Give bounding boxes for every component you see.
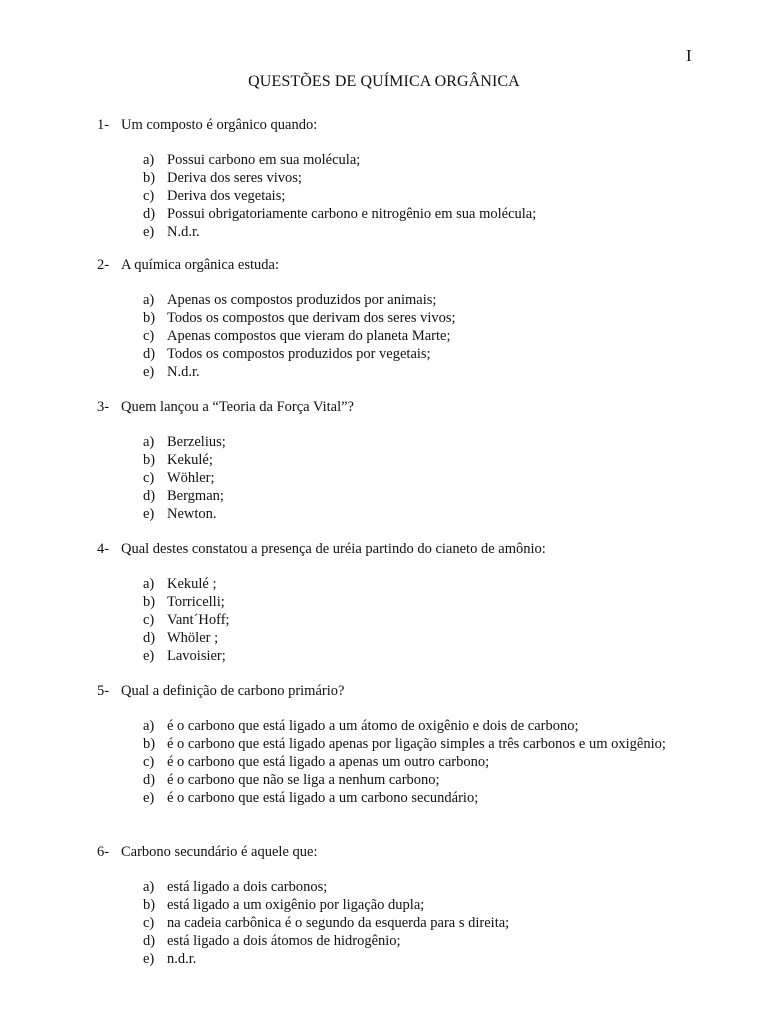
option-letter: c) <box>143 915 155 931</box>
option-item <box>143 487 717 505</box>
option-item <box>143 291 717 309</box>
option-letter: b) <box>143 452 156 468</box>
option-text: Lavoisier; <box>167 648 226 664</box>
option-text: está ligado a dois carbonos; <box>167 879 328 895</box>
option-letter: b) <box>143 594 156 610</box>
option-item <box>143 205 717 223</box>
page-title: QUESTÕES DE QUÍMICA ORGÂNICA <box>248 73 520 90</box>
option-item <box>143 647 717 665</box>
option-item <box>143 309 717 327</box>
option-text: é o carbono que não se liga a nenhum carbono; <box>167 772 440 788</box>
question-2 <box>97 256 717 381</box>
option-text: Apenas os compostos produzidos por animais; <box>167 292 437 308</box>
option-item <box>143 469 717 487</box>
question-4 <box>97 540 717 665</box>
option-item <box>143 327 717 345</box>
options-list <box>143 575 717 665</box>
option-item <box>143 505 717 523</box>
option-text: N.d.r. <box>167 364 200 380</box>
option-letter: c) <box>143 470 155 486</box>
question-text: Qual destes constatou a presença de uréia partindo do cianeto de amônio: <box>121 541 546 557</box>
option-letter: d) <box>143 206 156 222</box>
option-text: Kekulé; <box>167 452 213 468</box>
option-item <box>143 914 717 932</box>
option-text: está ligado a um oxigênio por ligação dupla; <box>167 897 425 913</box>
option-text: Vant´Hoff; <box>167 612 230 628</box>
option-text: Berzelius; <box>167 434 226 450</box>
option-text: Todos os compostos produzidos por vegetais; <box>167 346 431 362</box>
option-item <box>143 593 717 611</box>
option-text: Deriva dos seres vivos; <box>167 170 302 186</box>
option-item <box>143 950 717 968</box>
option-text: Whöler ; <box>167 630 219 646</box>
question-number: 6- <box>97 844 110 860</box>
option-letter: e) <box>143 364 155 380</box>
question-text: Carbono secundário é aquele que: <box>121 844 318 860</box>
option-item <box>143 345 717 363</box>
option-letter: c) <box>143 754 155 770</box>
page-number: I <box>686 46 692 65</box>
option-letter: c) <box>143 328 155 344</box>
option-text: é o carbono que está ligado apenas por ligação simples a três carbonos e um oxigênio; <box>167 736 666 752</box>
option-item <box>143 629 717 647</box>
option-letter: a) <box>143 152 155 168</box>
option-letter: d) <box>143 933 156 949</box>
option-letter: a) <box>143 292 155 308</box>
option-text: é o carbono que está ligado a um átomo de oxigênio e dois de carbono; <box>167 718 579 734</box>
option-item <box>143 735 717 753</box>
question-heading <box>97 843 717 861</box>
option-letter: d) <box>143 346 156 362</box>
options-list <box>143 291 717 381</box>
option-letter: e) <box>143 790 155 806</box>
option-item <box>143 363 717 381</box>
option-item <box>143 451 717 469</box>
option-text: n.d.r. <box>167 951 197 967</box>
option-text: Torricelli; <box>167 594 225 610</box>
option-text: Wöhler; <box>167 470 215 486</box>
option-letter: d) <box>143 488 156 504</box>
option-text: na cadeia carbônica é o segundo da esquerda para s direita; <box>167 915 510 931</box>
question-text: Quem lançou a “Teoria da Força Vital”? <box>121 399 354 415</box>
question-5 <box>97 682 717 807</box>
question-number: 5- <box>97 683 110 699</box>
option-letter: b) <box>143 736 156 752</box>
option-item <box>143 223 717 241</box>
question-1 <box>97 116 717 241</box>
option-letter: e) <box>143 951 155 967</box>
question-text: A química orgânica estuda: <box>121 257 279 273</box>
question-heading <box>97 540 717 558</box>
question-3 <box>97 398 717 523</box>
question-heading <box>97 256 717 274</box>
option-letter: c) <box>143 612 155 628</box>
question-number: 4- <box>97 541 110 557</box>
option-letter: e) <box>143 648 155 664</box>
question-6 <box>97 843 717 968</box>
question-number: 1- <box>97 117 110 133</box>
option-letter: b) <box>143 170 156 186</box>
option-text: Possui obrigatoriamente carbono e nitrogênio em sua molécula; <box>167 206 537 222</box>
option-text: é o carbono que está ligado a apenas um outro carbono; <box>167 754 490 770</box>
options-list <box>143 878 717 968</box>
option-text: Newton. <box>167 506 217 522</box>
option-text: Deriva dos vegetais; <box>167 188 286 204</box>
options-list <box>143 717 717 807</box>
option-item <box>143 433 717 451</box>
options-list <box>143 151 717 241</box>
option-letter: c) <box>143 188 155 204</box>
option-item <box>143 151 717 169</box>
question-heading <box>97 398 717 416</box>
option-text: N.d.r. <box>167 224 200 240</box>
option-item <box>143 753 717 771</box>
question-text: Qual a definição de carbono primário? <box>121 683 345 699</box>
option-text: Possui carbono em sua molécula; <box>167 152 361 168</box>
question-number: 3- <box>97 399 110 415</box>
option-item <box>143 932 717 950</box>
option-item <box>143 771 717 789</box>
option-letter: a) <box>143 718 155 734</box>
option-text: Kekulé ; <box>167 576 217 592</box>
question-text: Um composto é orgânico quando: <box>121 117 318 133</box>
option-text: Bergman; <box>167 488 224 504</box>
question-heading <box>97 116 717 134</box>
option-text: Apenas compostos que vieram do planeta Marte; <box>167 328 451 344</box>
option-letter: d) <box>143 772 156 788</box>
option-letter: a) <box>143 576 155 592</box>
option-item <box>143 896 717 914</box>
option-letter: a) <box>143 879 155 895</box>
option-letter: a) <box>143 434 155 450</box>
question-number: 2- <box>97 257 110 273</box>
option-text: é o carbono que está ligado a um carbono secundário; <box>167 790 479 806</box>
question-heading <box>97 682 717 700</box>
option-item <box>143 575 717 593</box>
option-text: Todos os compostos que derivam dos seres vivos; <box>167 310 456 326</box>
option-letter: b) <box>143 897 156 913</box>
option-item <box>143 789 717 807</box>
option-item <box>143 717 717 735</box>
option-item <box>143 187 717 205</box>
option-item <box>143 611 717 629</box>
option-letter: d) <box>143 630 156 646</box>
option-letter: e) <box>143 506 155 522</box>
option-letter: e) <box>143 224 155 240</box>
options-list <box>143 433 717 523</box>
option-letter: b) <box>143 310 156 326</box>
option-item <box>143 878 717 896</box>
option-item <box>143 169 717 187</box>
option-text: está ligado a dois átomos de hidrogênio; <box>167 933 401 949</box>
